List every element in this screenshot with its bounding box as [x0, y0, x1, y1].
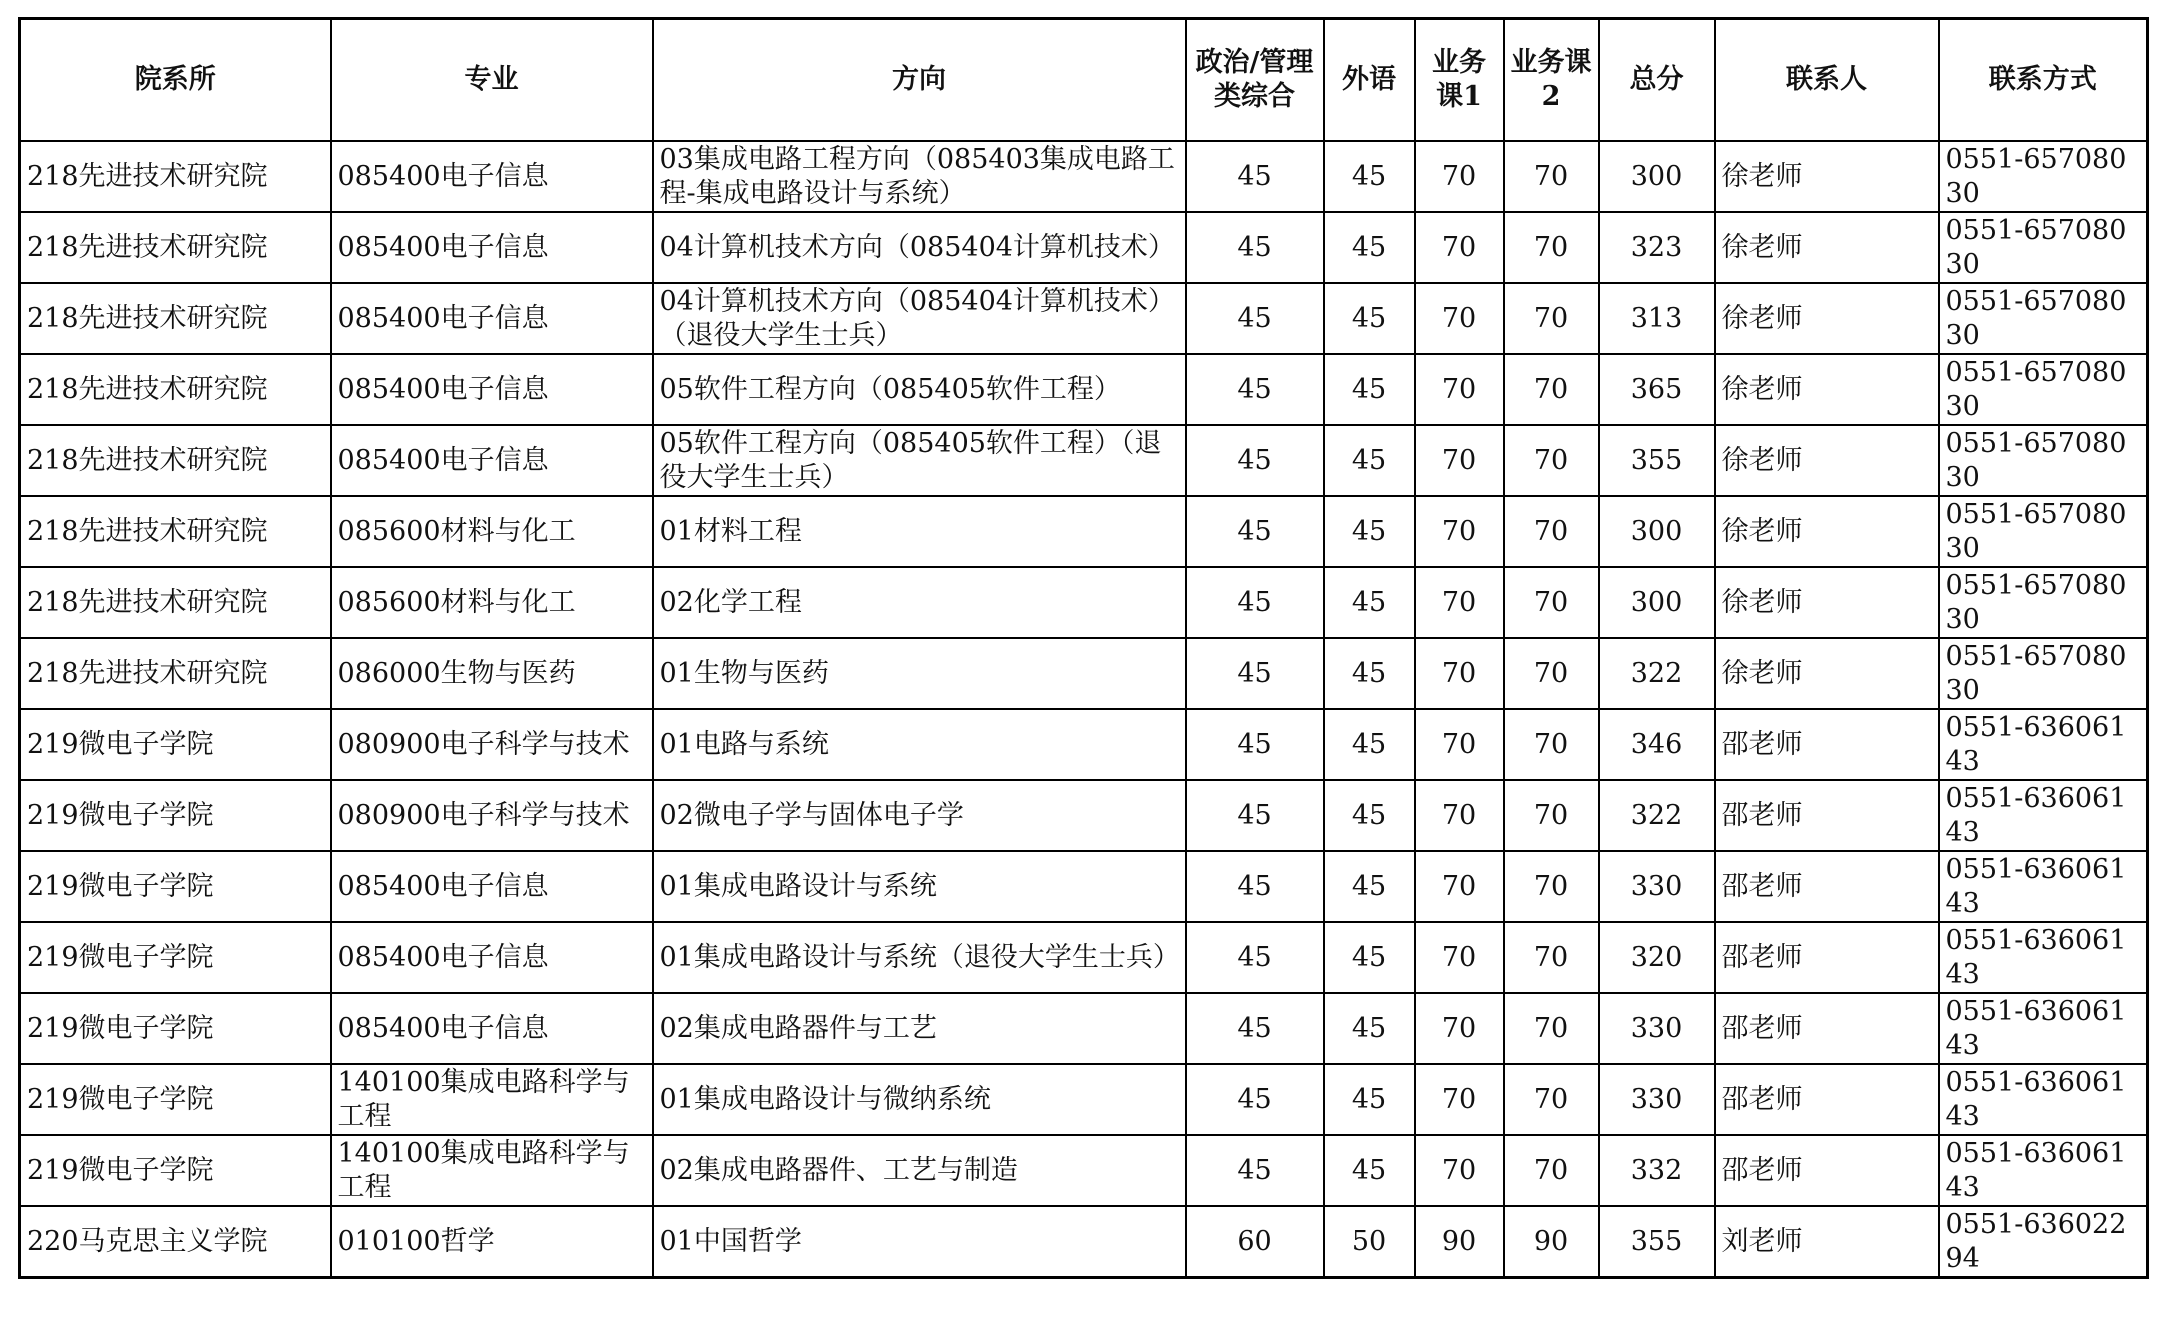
- cell-contact-phone: 0551-65708030: [1939, 638, 2148, 709]
- cell-course-1-score: 70: [1415, 851, 1504, 922]
- cell-course-1-score: 70: [1415, 993, 1504, 1064]
- cell-major: 080900电子科学与技术: [331, 709, 653, 780]
- cell-politics-score: 45: [1186, 496, 1324, 567]
- cell-course-2-score: 70: [1504, 851, 1599, 922]
- cell-department: 219微电子学院: [20, 1064, 331, 1135]
- cell-politics-score: 45: [1186, 993, 1324, 1064]
- cell-politics-score: 60: [1186, 1206, 1324, 1278]
- cell-major: 085400电子信息: [331, 993, 653, 1064]
- cell-foreign-language-score: 45: [1324, 1064, 1415, 1135]
- cell-department: 218先进技术研究院: [20, 354, 331, 425]
- cell-major: 085400电子信息: [331, 851, 653, 922]
- cell-course-1-score: 70: [1415, 354, 1504, 425]
- cell-department: 218先进技术研究院: [20, 496, 331, 567]
- cell-direction: 02集成电路器件与工艺: [653, 993, 1186, 1064]
- cell-major: 085600材料与化工: [331, 567, 653, 638]
- cell-department: 218先进技术研究院: [20, 425, 331, 496]
- cell-total-score: 313: [1599, 283, 1715, 354]
- cell-foreign-language-score: 45: [1324, 141, 1415, 212]
- cell-course-2-score: 70: [1504, 1064, 1599, 1135]
- cell-politics-score: 45: [1186, 638, 1324, 709]
- cell-department: 219微电子学院: [20, 922, 331, 993]
- cell-contact-person: 邵老师: [1715, 922, 1939, 993]
- table-row: [20, 496, 2148, 567]
- cell-course-2-score: 70: [1504, 709, 1599, 780]
- cell-course-1-score: 70: [1415, 709, 1504, 780]
- cell-course-1-score: 70: [1415, 212, 1504, 283]
- cell-department: 219微电子学院: [20, 709, 331, 780]
- cell-total-score: 346: [1599, 709, 1715, 780]
- cell-course-1-score: 70: [1415, 141, 1504, 212]
- cell-major: 085400电子信息: [331, 922, 653, 993]
- cell-politics-score: 45: [1186, 1064, 1324, 1135]
- cell-course-2-score: 70: [1504, 1135, 1599, 1206]
- header-major: 专业: [331, 19, 653, 142]
- cell-course-1-score: 70: [1415, 922, 1504, 993]
- cell-politics-score: 45: [1186, 709, 1324, 780]
- table-row: [20, 1206, 2148, 1278]
- cell-total-score: 330: [1599, 1064, 1715, 1135]
- cell-course-2-score: 70: [1504, 993, 1599, 1064]
- cell-course-2-score: 70: [1504, 283, 1599, 354]
- cell-foreign-language-score: 45: [1324, 283, 1415, 354]
- cell-contact-phone: 0551-63606143: [1939, 1064, 2148, 1135]
- cell-contact-person: 徐老师: [1715, 141, 1939, 212]
- cell-course-2-score: 70: [1504, 567, 1599, 638]
- cell-major: 085400电子信息: [331, 425, 653, 496]
- cell-direction: 05软件工程方向（085405软件工程）: [653, 354, 1186, 425]
- cell-contact-phone: 0551-65708030: [1939, 425, 2148, 496]
- cell-politics-score: 45: [1186, 283, 1324, 354]
- table-row: [20, 283, 2148, 354]
- cell-total-score: 330: [1599, 851, 1715, 922]
- table-row: [20, 851, 2148, 922]
- table-row: [20, 993, 2148, 1064]
- cell-major: 140100集成电路科学与工程: [331, 1064, 653, 1135]
- cell-politics-score: 45: [1186, 851, 1324, 922]
- table-row: [20, 709, 2148, 780]
- cell-direction: 01集成电路设计与系统（退役大学生士兵）: [653, 922, 1186, 993]
- cell-contact-phone: 0551-63606143: [1939, 851, 2148, 922]
- cell-contact-person: 邵老师: [1715, 780, 1939, 851]
- cell-course-2-score: 70: [1504, 425, 1599, 496]
- cell-direction: 04计算机技术方向（085404计算机技术）（退役大学生士兵）: [653, 283, 1186, 354]
- cell-course-1-score: 70: [1415, 780, 1504, 851]
- cell-department: 218先进技术研究院: [20, 283, 331, 354]
- table-body: [20, 141, 2148, 1278]
- cell-course-1-score: 70: [1415, 283, 1504, 354]
- cell-department: 220马克思主义学院: [20, 1206, 331, 1278]
- header-total: 总分: [1599, 19, 1715, 142]
- cell-direction: 01电路与系统: [653, 709, 1186, 780]
- cell-total-score: 330: [1599, 993, 1715, 1064]
- cell-contact-phone: 0551-63606143: [1939, 709, 2148, 780]
- cell-major: 086000生物与医药: [331, 638, 653, 709]
- cell-major: 140100集成电路科学与工程: [331, 1135, 653, 1206]
- cell-direction: 03集成电路工程方向（085403集成电路工程-集成电路设计与系统）: [653, 141, 1186, 212]
- cell-course-2-score: 70: [1504, 780, 1599, 851]
- cell-total-score: 320: [1599, 922, 1715, 993]
- header-row: [20, 19, 2148, 142]
- cell-total-score: 323: [1599, 212, 1715, 283]
- cell-major: 085400电子信息: [331, 141, 653, 212]
- cell-course-1-score: 70: [1415, 567, 1504, 638]
- cell-foreign-language-score: 45: [1324, 922, 1415, 993]
- cell-course-2-score: 70: [1504, 638, 1599, 709]
- header-contact-person: 联系人: [1715, 19, 1939, 142]
- table-row: [20, 780, 2148, 851]
- cell-foreign-language-score: 45: [1324, 780, 1415, 851]
- table-row: [20, 1064, 2148, 1135]
- cell-contact-phone: 0551-65708030: [1939, 212, 2148, 283]
- cell-major: 085400电子信息: [331, 212, 653, 283]
- cell-course-1-score: 70: [1415, 496, 1504, 567]
- cell-politics-score: 45: [1186, 212, 1324, 283]
- table-row: [20, 425, 2148, 496]
- cell-foreign-language-score: 45: [1324, 567, 1415, 638]
- cell-politics-score: 45: [1186, 922, 1324, 993]
- cell-total-score: 355: [1599, 1206, 1715, 1278]
- table-row: [20, 354, 2148, 425]
- cell-foreign-language-score: 45: [1324, 709, 1415, 780]
- cell-foreign-language-score: 50: [1324, 1206, 1415, 1278]
- cell-contact-person: 徐老师: [1715, 354, 1939, 425]
- cell-direction: 01集成电路设计与系统: [653, 851, 1186, 922]
- cell-total-score: 300: [1599, 567, 1715, 638]
- cell-foreign-language-score: 45: [1324, 638, 1415, 709]
- table-row: [20, 638, 2148, 709]
- header-contact-info: 联系方式: [1939, 19, 2148, 142]
- cell-politics-score: 45: [1186, 425, 1324, 496]
- cell-contact-phone: 0551-65708030: [1939, 567, 2148, 638]
- cell-foreign-language-score: 45: [1324, 993, 1415, 1064]
- cell-major: 080900电子科学与技术: [331, 780, 653, 851]
- cell-contact-person: 刘老师: [1715, 1206, 1939, 1278]
- header-direction: 方向: [653, 19, 1186, 142]
- cell-foreign-language-score: 45: [1324, 354, 1415, 425]
- cell-contact-phone: 0551-63606143: [1939, 780, 2148, 851]
- cell-total-score: 300: [1599, 141, 1715, 212]
- cell-department: 219微电子学院: [20, 780, 331, 851]
- cell-course-2-score: 70: [1504, 496, 1599, 567]
- cell-contact-phone: 0551-63606143: [1939, 922, 2148, 993]
- cell-politics-score: 45: [1186, 567, 1324, 638]
- header-course-1: 业务课1: [1415, 19, 1504, 142]
- cell-contact-person: 徐老师: [1715, 212, 1939, 283]
- cell-department: 218先进技术研究院: [20, 567, 331, 638]
- cell-contact-phone: 0551-63606143: [1939, 993, 2148, 1064]
- cell-foreign-language-score: 45: [1324, 1135, 1415, 1206]
- cell-direction: 01中国哲学: [653, 1206, 1186, 1278]
- score-table: [18, 17, 2149, 1279]
- cell-contact-person: 徐老师: [1715, 425, 1939, 496]
- cell-contact-phone: 0551-65708030: [1939, 354, 2148, 425]
- cell-contact-person: 徐老师: [1715, 638, 1939, 709]
- table-row: [20, 141, 2148, 212]
- cell-course-1-score: 90: [1415, 1206, 1504, 1278]
- table-row: [20, 1135, 2148, 1206]
- header-department: 院系所: [20, 19, 331, 142]
- table-row: [20, 567, 2148, 638]
- cell-total-score: 365: [1599, 354, 1715, 425]
- cell-total-score: 332: [1599, 1135, 1715, 1206]
- cell-contact-phone: 0551-65708030: [1939, 141, 2148, 212]
- cell-contact-phone: 0551-63606143: [1939, 1135, 2148, 1206]
- cell-politics-score: 45: [1186, 780, 1324, 851]
- cell-course-2-score: 70: [1504, 354, 1599, 425]
- cell-direction: 02微电子学与固体电子学: [653, 780, 1186, 851]
- cell-total-score: 322: [1599, 780, 1715, 851]
- cell-direction: 05软件工程方向（085405软件工程）（退役大学生士兵）: [653, 425, 1186, 496]
- cell-major: 085400电子信息: [331, 354, 653, 425]
- cell-department: 218先进技术研究院: [20, 212, 331, 283]
- cell-department: 218先进技术研究院: [20, 141, 331, 212]
- cell-politics-score: 45: [1186, 141, 1324, 212]
- cell-course-2-score: 70: [1504, 141, 1599, 212]
- cell-contact-person: 徐老师: [1715, 567, 1939, 638]
- cell-contact-person: 徐老师: [1715, 496, 1939, 567]
- cell-direction: 04计算机技术方向（085404计算机技术）: [653, 212, 1186, 283]
- table-row: [20, 212, 2148, 283]
- cell-contact-person: 邵老师: [1715, 993, 1939, 1064]
- cell-total-score: 322: [1599, 638, 1715, 709]
- cell-contact-person: 徐老师: [1715, 283, 1939, 354]
- cell-total-score: 355: [1599, 425, 1715, 496]
- cell-course-1-score: 70: [1415, 1064, 1504, 1135]
- cell-politics-score: 45: [1186, 1135, 1324, 1206]
- header-course-2: 业务课2: [1504, 19, 1599, 142]
- cell-course-2-score: 90: [1504, 1206, 1599, 1278]
- cell-politics-score: 45: [1186, 354, 1324, 425]
- cell-foreign-language-score: 45: [1324, 851, 1415, 922]
- header-foreign-language: 外语: [1324, 19, 1415, 142]
- cell-contact-phone: 0551-63602294: [1939, 1206, 2148, 1278]
- cell-contact-person: 邵老师: [1715, 1135, 1939, 1206]
- cell-direction: 02集成电路器件、工艺与制造: [653, 1135, 1186, 1206]
- cell-department: 219微电子学院: [20, 1135, 331, 1206]
- cell-foreign-language-score: 45: [1324, 496, 1415, 567]
- cell-major: 010100哲学: [331, 1206, 653, 1278]
- cell-direction: 01生物与医药: [653, 638, 1186, 709]
- cell-major: 085400电子信息: [331, 283, 653, 354]
- cell-total-score: 300: [1599, 496, 1715, 567]
- cell-course-2-score: 70: [1504, 922, 1599, 993]
- cell-department: 218先进技术研究院: [20, 638, 331, 709]
- cell-direction: 01材料工程: [653, 496, 1186, 567]
- cell-contact-phone: 0551-65708030: [1939, 283, 2148, 354]
- cell-contact-phone: 0551-65708030: [1939, 496, 2148, 567]
- table-row: [20, 922, 2148, 993]
- cell-course-1-score: 70: [1415, 425, 1504, 496]
- cell-course-2-score: 70: [1504, 212, 1599, 283]
- cell-contact-person: 邵老师: [1715, 851, 1939, 922]
- cell-contact-person: 邵老师: [1715, 1064, 1939, 1135]
- cell-direction: 01集成电路设计与微纳系统: [653, 1064, 1186, 1135]
- cell-course-1-score: 70: [1415, 638, 1504, 709]
- cell-foreign-language-score: 45: [1324, 212, 1415, 283]
- cell-course-1-score: 70: [1415, 1135, 1504, 1206]
- cell-department: 219微电子学院: [20, 993, 331, 1064]
- cell-contact-person: 邵老师: [1715, 709, 1939, 780]
- cell-direction: 02化学工程: [653, 567, 1186, 638]
- header-politics: 政治/管理类综合: [1186, 19, 1324, 142]
- cell-department: 219微电子学院: [20, 851, 331, 922]
- cell-foreign-language-score: 45: [1324, 425, 1415, 496]
- cell-major: 085600材料与化工: [331, 496, 653, 567]
